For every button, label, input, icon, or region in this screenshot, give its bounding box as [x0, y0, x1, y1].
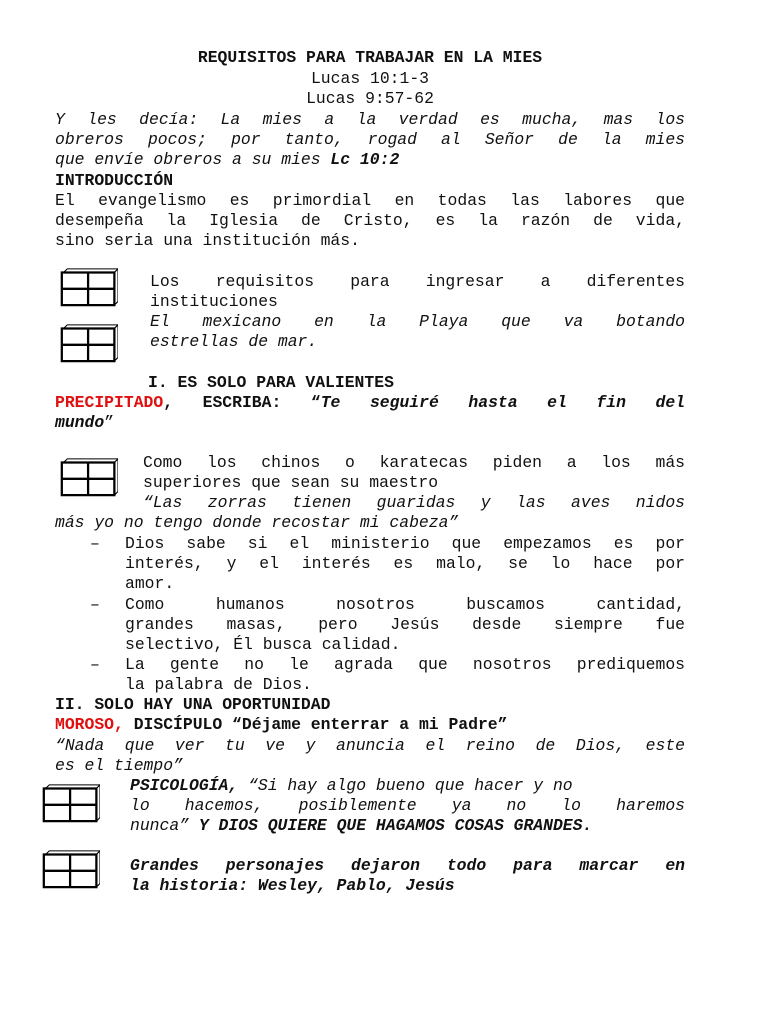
- intro-line-3: sino seria una institución más.: [55, 231, 360, 250]
- intro-line-1: El evangelismo es primordial en todas las labores que: [55, 191, 685, 210]
- verse-line-3: [55, 150, 399, 170]
- verse-reference: Lc 10:2: [330, 150, 400, 169]
- verse-line-1: Y les decía: La mies a la verdad es mucha, mas los: [55, 110, 685, 129]
- bullet-dash: –: [90, 595, 100, 614]
- bullet-3-line-2: la palabra de Dios.: [125, 675, 312, 694]
- psychology-label: PSICOLOGÍA,: [130, 776, 239, 795]
- section-1-box-line-2: superiores que sean su maestro: [143, 473, 439, 492]
- god-wants-statement: Y DIOS QUIERE QUE HAGAMOS COSAS GRANDES.: [189, 816, 593, 835]
- great-people-line-2: la historia: Wesley, Pablo, Jesús: [130, 876, 455, 895]
- reference-1: Lucas 10:1-3: [310, 69, 430, 88]
- box-grid-icon: [60, 323, 118, 363]
- box1-line-2: instituciones: [150, 292, 278, 311]
- box2-line-2: estrellas de mar.: [150, 332, 318, 351]
- section-1-keyword-line-2: [55, 413, 114, 433]
- bullet-dash: –: [90, 655, 100, 674]
- scribe-quote-end: mundo: [55, 413, 105, 432]
- foxes-quote-line-2: más yo no tengo donde recostar mi cabeza”: [55, 513, 459, 532]
- psychology-line-1: [130, 776, 573, 796]
- intro-heading: INTRODUCCIÓN: [55, 171, 174, 190]
- keyword-precipitado: PRECIPITADO: [55, 393, 164, 412]
- verse-line-2: obreros pocos; por tanto, rogad al Señor de la mies: [55, 130, 685, 149]
- psychology-line-3: [130, 816, 592, 836]
- reference-2: Lucas 9:57-62: [306, 89, 434, 108]
- page-title: REQUISITOS PARA TRABAJAR EN LA MIES: [197, 48, 543, 67]
- foxes-quote-line-1: “Las zorras tienen guaridas y las aves nidos: [143, 493, 685, 512]
- quote-close: ”: [104, 413, 115, 432]
- section-1-keyword-line: [55, 393, 685, 413]
- bullet-1-line-1: Dios sabe si el ministerio que empezamos es por: [125, 534, 685, 553]
- disciple-quote: DISCÍPULO “Déjame enterrar a mi Padre”: [123, 715, 508, 734]
- intro-line-2: desempeña la Iglesia de Cristo, es la razón de vida,: [55, 211, 685, 230]
- bullet-2-line-2: grandes masas, pero Jesús desde siempre fue: [125, 615, 685, 634]
- bullet-2-line-3: selectivo, Él busca calidad.: [125, 635, 401, 654]
- bullet-1-line-2: interés, y el interés es malo, se lo hace por: [125, 554, 685, 573]
- box-grid-icon: [60, 457, 118, 497]
- section-2-heading: II. SOLO HAY UNA OPORTUNIDAD: [55, 695, 331, 714]
- psychology-line-2: lo hacemos, posiblemente ya no lo haremos: [130, 796, 685, 815]
- scribe-quote: Te seguiré hasta el fin del: [320, 393, 685, 412]
- box-grid-icon: [42, 783, 100, 823]
- verse-line-3-text: que envíe obreros a su mies: [55, 150, 321, 169]
- bullet-3-line-1: La gente no le agrada que nosotros prediquemos: [125, 655, 685, 674]
- psychology-quote: “Si hay algo bueno que hacer y no: [238, 776, 573, 795]
- bullet-2-line-1: Como humanos nosotros buscamos cantidad,: [125, 595, 685, 614]
- bullet-1-line-3: amor.: [125, 574, 175, 593]
- kingdom-quote-line-2: es el tiempo”: [55, 756, 183, 775]
- bullet-dash: –: [90, 534, 100, 553]
- section-1-box-line-1: Como los chinos o karatecas piden a los más: [143, 453, 685, 472]
- box1-line-1: Los requisitos para ingresar a diferentes: [150, 272, 685, 291]
- box-grid-icon: [42, 849, 100, 889]
- great-people-line-1: Grandes personajes dejaron todo para marcar en: [130, 856, 685, 875]
- scribe-label: , ESCRIBA: “: [163, 393, 321, 412]
- keyword-moroso: MOROSO,: [55, 715, 124, 734]
- box2-line-1: El mexicano en la Playa que va botando: [150, 312, 685, 331]
- box-grid-icon: [60, 267, 118, 307]
- psychology-quote-end: nunca”: [130, 816, 190, 835]
- section-1-heading: I. ES SOLO PARA VALIENTES: [148, 373, 394, 392]
- kingdom-quote-line-1: “Nada que ver tu ve y anuncia el reino de Dios, este: [55, 736, 685, 755]
- section-2-keyword-line: [55, 715, 507, 735]
